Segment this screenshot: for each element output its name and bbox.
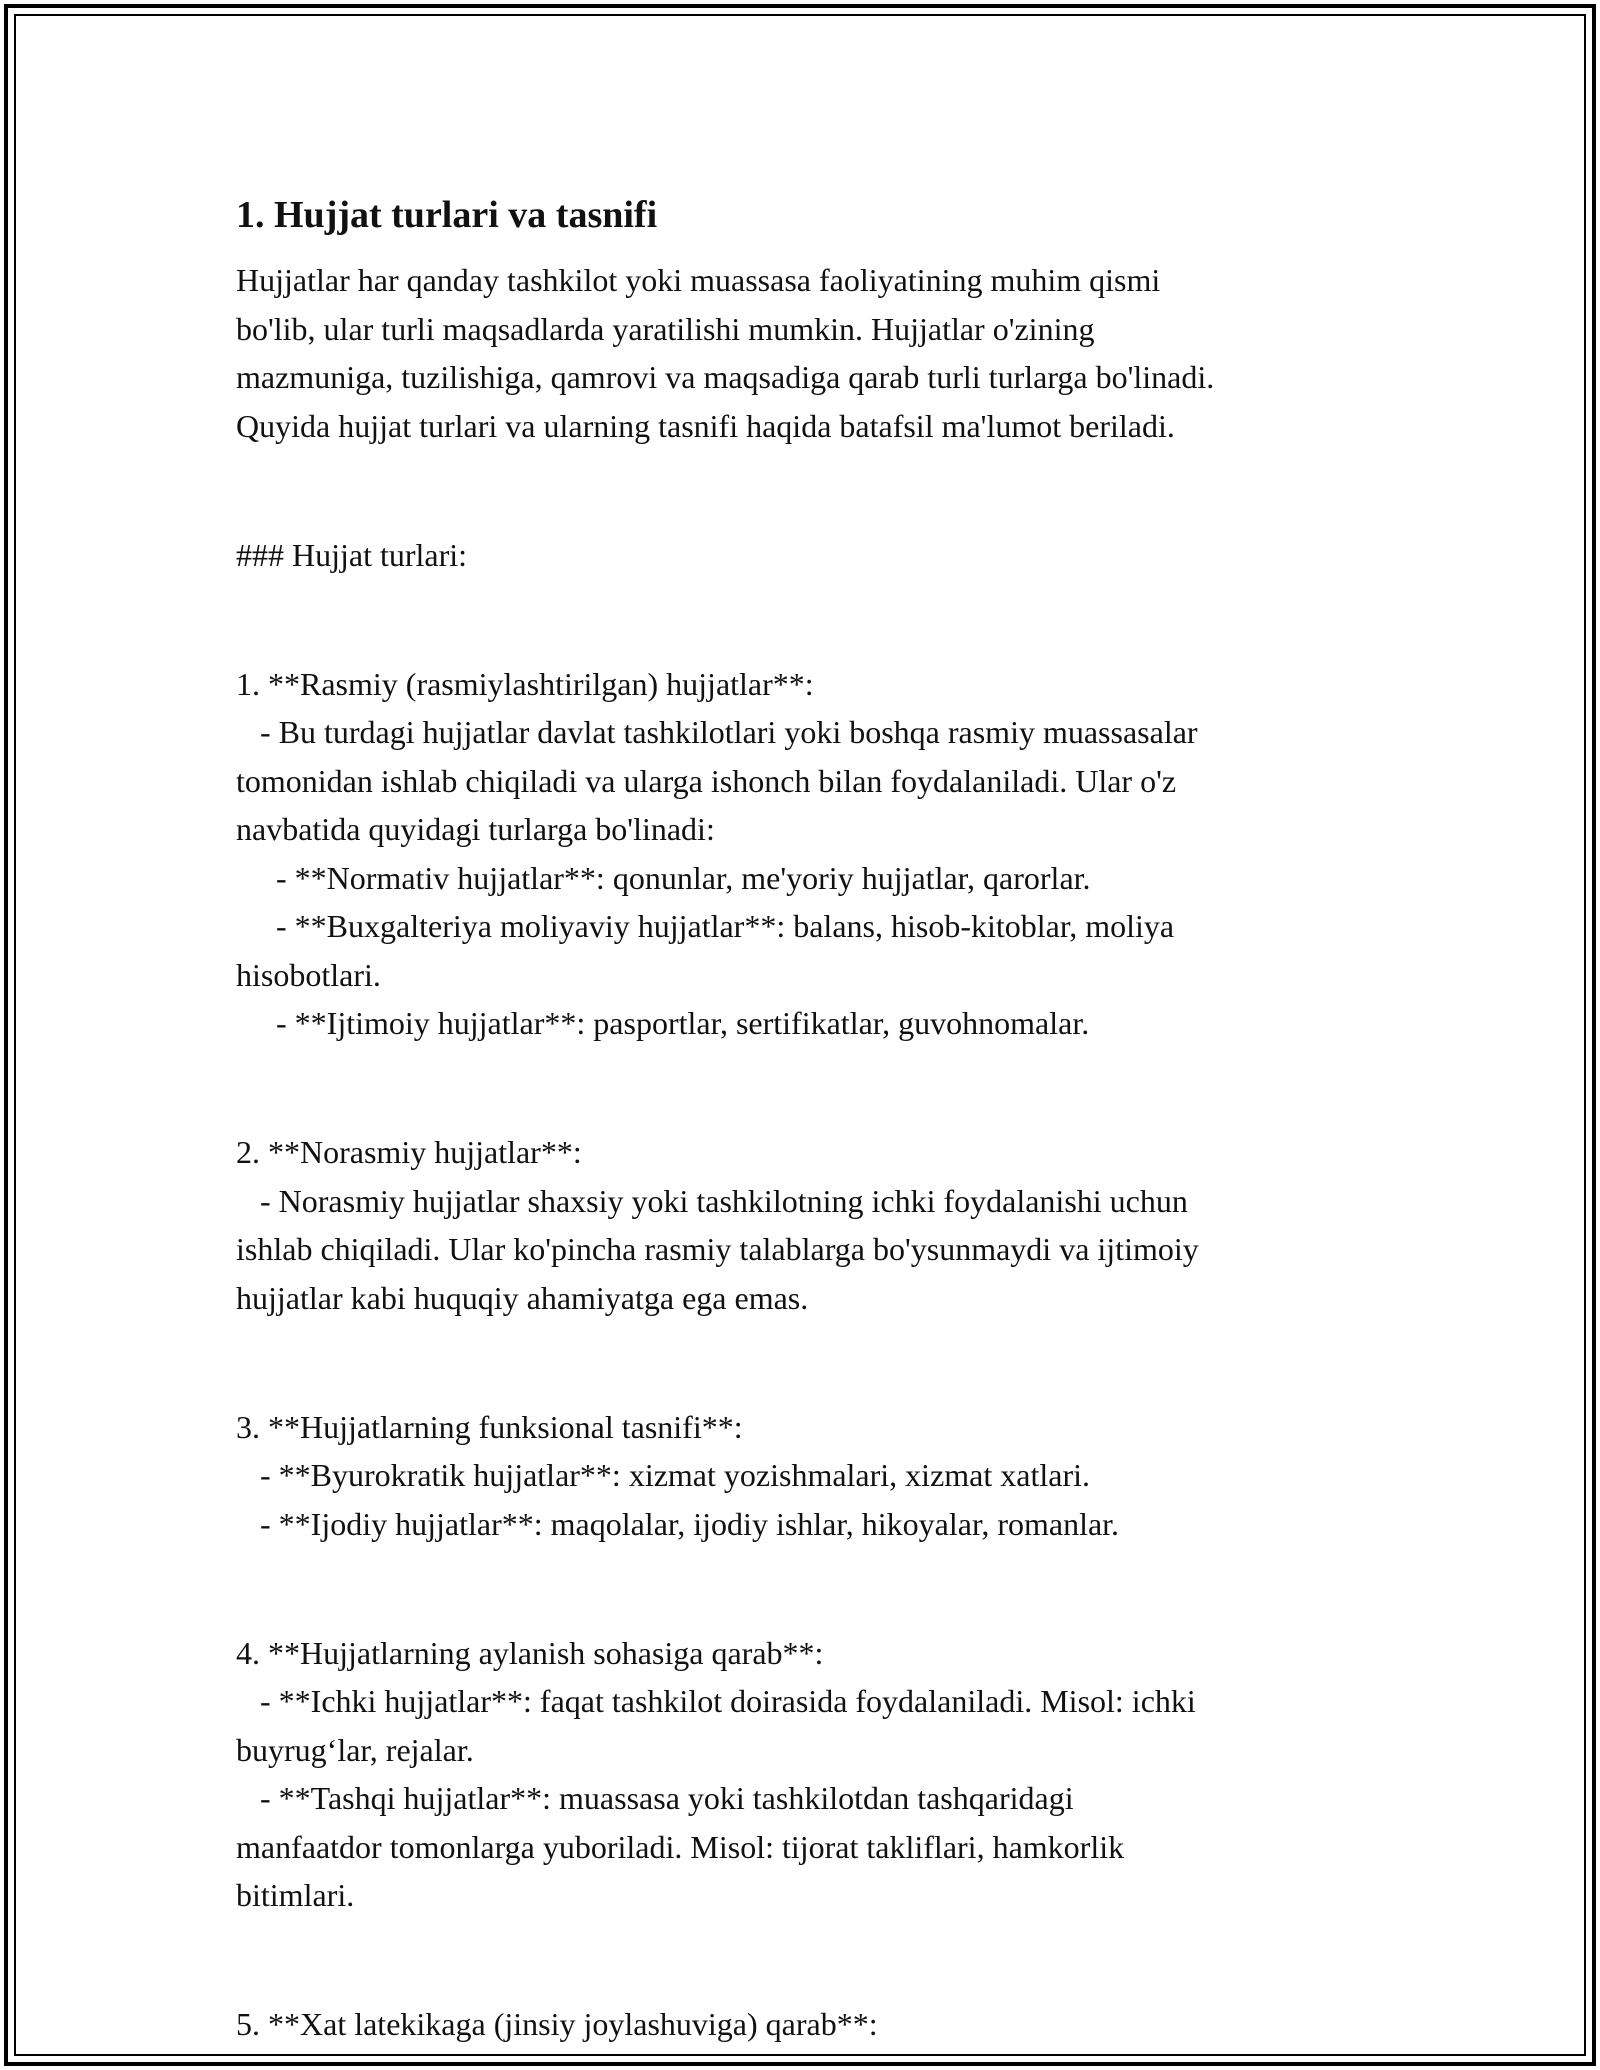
text-line: - Bu turdagi hujjatlar davlat tashkilotlari yoki boshqa rasmiy muassasalar xyxy=(236,714,1198,750)
blank-line xyxy=(236,1064,1386,1113)
blank-line xyxy=(236,595,1386,644)
blank-line xyxy=(236,466,1386,515)
text-line: - **Ijodiy hujjatlar**: maqolalar, ijodiy ishlar, hikoyalar, romanlar. xyxy=(236,1505,1120,1542)
text-line: manfaatdor tomonlarga yuboriladi. Misol: tijorat takliflari, hamkorlik xyxy=(236,1828,1125,1865)
text-line: - **Ijtimoiy hujjatlar**: pasportlar, sertifikatlar, guvohnomalar. xyxy=(236,1005,1090,1041)
text-line: tomonidan ishlab chiqiladi va ularga ishonch bilan foydalaniladi. Ular o'z xyxy=(236,762,1177,799)
text-line: 1. **Rasmiy (rasmiylashtirilgan) hujjatlar**: xyxy=(236,665,814,702)
text-line: - **Byurokratik hujjatlar**: xizmat yozishmalari, xizmat xatlari. xyxy=(236,1457,1090,1493)
document-heading: 1. Hujjat turlari va tasnifi xyxy=(236,194,658,236)
text-line: mazmuniga, tuzilishiga, qamrovi va maqsadiga qarab turli turlarga bo'linadi. xyxy=(236,359,1215,395)
text-line: - **Buxgalteriya moliyaviy hujjatlar**: balans, hisob-kitoblar, moliya xyxy=(236,908,1175,944)
text-line: 5. **Xat latekikaga (jinsiy joylashuviga) qarab**: xyxy=(236,2006,878,2042)
text-line: navbatida quyidagi turlarga bo'linadi: xyxy=(236,811,715,847)
text-line: hujjatlar kabi huquqiy ahamiyatga ega emas. xyxy=(236,1279,809,1316)
text-line: bitimlari. xyxy=(236,1877,355,1913)
text-line: ### Hujjat turlari: xyxy=(236,536,468,573)
blank-line xyxy=(236,1338,1386,1387)
text-line: - **Ichki hujjatlar**: faqat tashkilot doirasida foydalaniladi. Misol: ichki xyxy=(236,1683,1196,1719)
text-line: 2. **Norasmiy hujjatlar**: xyxy=(236,1134,582,1170)
text-line: Hujjatlar har qanday tashkilot yoki muassasa faoliyatining muhim qismi xyxy=(236,262,1161,298)
text-line: 4. **Hujjatlarning aylanish sohasiga qarab**: xyxy=(236,1634,824,1671)
text-line: bo'lib, ular turli maqsadlarda yaratilishi mumkin. Hujjatlar o'zining xyxy=(236,310,1095,347)
text-line: ishlab chiqiladi. Ular ko'pincha rasmiy talablarga bo'ysunmaydi va ijtimoiy xyxy=(236,1231,1199,1267)
document-page xyxy=(236,186,1386,2049)
blank-line xyxy=(236,1936,1386,1985)
text-line: hisobotlari. xyxy=(236,956,381,993)
text-line: Quyida hujjat turlari va ularning tasnifi haqida batafsil ma'lumot beriladi. xyxy=(236,407,1175,444)
text-line: - Norasmiy hujjatlar shaxsiy yoki tashkilotning ichki foydalanishi uchun xyxy=(236,1182,1188,1219)
blank-line xyxy=(236,1564,1386,1613)
text-line: - **Normativ hujjatlar**: qonunlar, me'yoriy hujjatlar, qarorlar. xyxy=(236,859,1091,896)
text-line: 3. **Hujjatlarning funksional tasnifi**: xyxy=(236,1408,743,1445)
text-line: - **Tashqi hujjatlar**: muassasa yoki tashkilotdan tashqaridagi xyxy=(236,1780,1074,1816)
text-line: buyrug‘lar, rejalar. xyxy=(236,1731,474,1768)
document-body xyxy=(236,256,1386,2049)
